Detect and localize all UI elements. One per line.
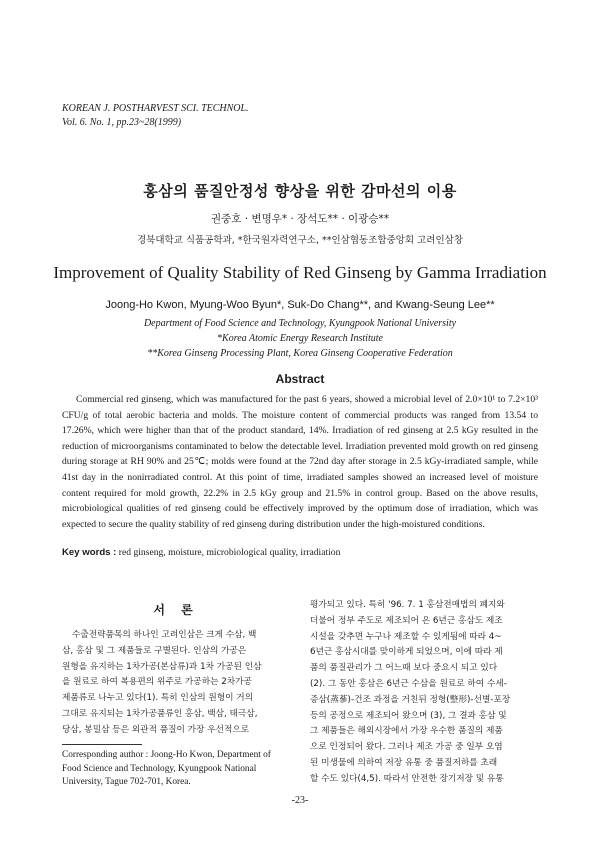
right-column-body bbox=[310, 598, 538, 788]
body-line: 당삼, 봉밀삼 등은 외관적 품질이 가장 우선적으로 bbox=[62, 724, 250, 735]
body-line: (2). 그 동안 홍삼은 6년근 수삼을 원료로 하여 수세- bbox=[310, 678, 507, 689]
body-line: 으로 인정되어 왔다. 그러나 제조 가공 중 일부 오염 bbox=[310, 742, 503, 753]
korean-affiliations: 경북대학교 식품공학과, *한국원자력연구소, **인삼협동조합중앙회 고려인삼창 bbox=[136, 235, 464, 246]
body-line: 더불어 정부 주도로 제조되어 온 6년근 홍삼도 제조 bbox=[310, 615, 503, 626]
korean-title: 홍삼의 품질안정성 향상을 위한 감마선의 이용 bbox=[143, 182, 457, 200]
body-line: 을 원료로 하여 복용편의 위주로 가공하는 2차가공 bbox=[62, 677, 252, 688]
korean-authors: 권중호 · 변명우* · 장석도** · 이광승** bbox=[210, 213, 389, 225]
english-authors: Joong-Ho Kwon, Myung-Woo Byun*, Suk-Do Chang**, and Kwang-Seung Lee** bbox=[105, 299, 495, 311]
keywords-label: Key words : bbox=[62, 547, 117, 558]
body-line: 된 미생물에 의하여 저장 유통 중 품질저하를 초래 bbox=[310, 757, 498, 768]
corresponding-author-footnote: Corresponding author : Joong-Ho Kwon, Department of Food Science and Technology, Kyungpook National University, Tague 702-701, Korea. bbox=[62, 750, 271, 787]
affiliation-line: *Korea Atomic Energy Research Institute bbox=[217, 333, 383, 344]
body-line: 그 제품들은 해외시장에서 가장 우수한 품질의 제품 bbox=[310, 726, 503, 737]
body-line: 시설을 갖추면 누구나 제조할 수 있게됨에 따라 4~ bbox=[310, 631, 502, 642]
journal-volume: Vol. 6. No. 1, pp.23~28(1999) bbox=[62, 117, 182, 128]
body-line: 원형을 유지하는 1차가공(본삼류)과 1차 가공된 인삼 bbox=[62, 661, 262, 672]
body-line: 6년근 홍삼시대를 맞이하게 되었으며, 이에 따라 제 bbox=[310, 647, 503, 658]
keywords-text: red ginseng, moisture, microbiological quality, irradiation bbox=[118, 547, 341, 558]
english-title: Improvement of Quality Stability of Red Ginseng by Gamma Irradiation bbox=[53, 263, 547, 282]
body-line: 할 수도 있다(4,5). 따라서 안전한 장기저장 및 유통 bbox=[310, 773, 504, 784]
body-line: 그대로 유지되는 1차가공품류인 홍삼, 백삼, 태극삼, bbox=[62, 708, 258, 719]
english-affiliations bbox=[0, 316, 600, 361]
page-number: -23- bbox=[291, 795, 309, 806]
body-line: 수출전략품목의 하나인 고려인삼은 크게 수삼, 백 bbox=[72, 630, 257, 640]
affiliation-line: **Korea Ginseng Processing Plant, Korea Ginseng Cooperative Federation bbox=[147, 348, 453, 359]
section-heading-introduction: 서 론 bbox=[153, 603, 199, 617]
affiliation-line: Department of Food Science and Technology, Kyungpook National University bbox=[143, 318, 457, 329]
body-line: 증삼(蒸蔘)-건조 과정을 거친뒤 정형(整形)-선별-포장 bbox=[310, 694, 511, 705]
journal-citation bbox=[62, 102, 249, 130]
body-line: 삼, 홍삼 및 그 제품들로 구별된다. 인삼의 가공은 bbox=[62, 645, 247, 656]
abstract-heading: Abstract bbox=[275, 372, 325, 386]
body-line: 품의 품질관리가 그 어느때 보다 중요시 되고 있다 bbox=[310, 663, 498, 674]
footnote-rule bbox=[62, 744, 142, 745]
left-column-body bbox=[62, 628, 290, 739]
body-line: 등의 공정으로 제조되어 왔으며 (3), 그 결과 홍삼 및 bbox=[310, 710, 507, 721]
journal-name: KOREAN J. POSTHARVEST SCI. TECHNOL. bbox=[62, 103, 249, 114]
body-line: 평가되고 있다. 특히 '96. 7. 1 홍삼전매법의 폐지와 bbox=[310, 600, 505, 610]
body-line: 제품류로 나누고 있다(1). 특히 인삼의 원형이 거의 bbox=[62, 693, 254, 704]
abstract-text: Commercial red ginseng, which was manufactured for the past 6 years, showed a microbial level of 2.0×10¹ to 7.2×10³ CFU/g of total aerobic bacteria and molds. The moisture content of commercial products was ranged from 13.54 to 17.26%, which were higher than that of the product standard, 14%. Irradiation of red ginseng at 2.5 kGy resulted in the reduction of microorganisms contaminated to below the detectable level. Irradiation prevented mold growth on red ginseng during storage at RH 90% and 25℃; molds were found at the 72nd day after storage in 2.5 kGy-irradiated sample, while 41st day in the nonirradiated control. At this point of time, irradiated samples showed an increased level of moisture content required for mold growth, 22.2% in 2.5 kGy group and 21.5% in control group. Based on the above results, microbiological qualities of red ginseng could be effectively improved by the optimum dose of irradiation, which was expected to secure the quality stability of red ginseng during distribution under the high-moistured conditions. bbox=[62, 394, 538, 530]
keywords bbox=[62, 547, 538, 558]
